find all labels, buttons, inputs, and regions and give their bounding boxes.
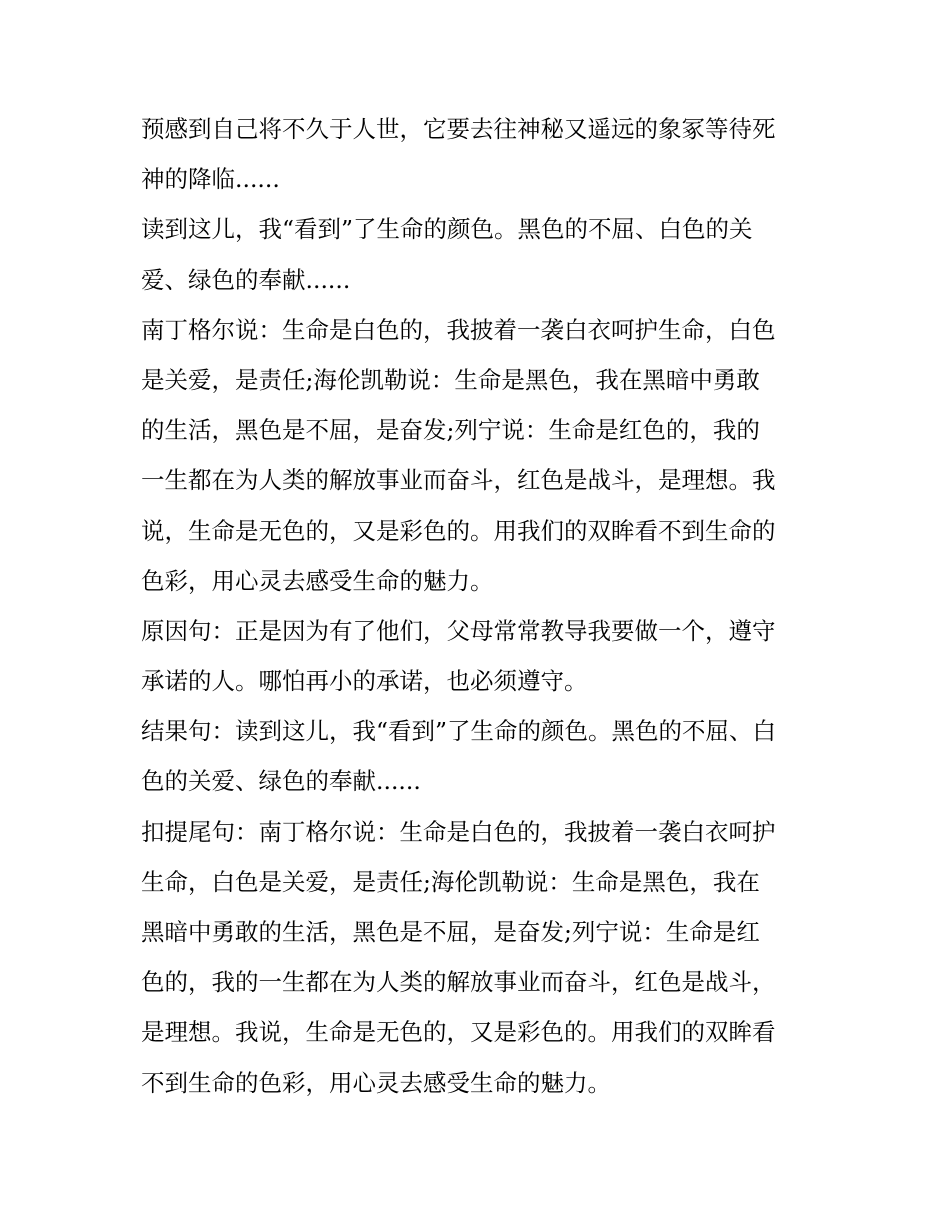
text-line: 原因句：正是因为有了他们，父母常常教导我要做一个，遵守 (141, 616, 776, 645)
text-line: 一生都在为人类的解放事业而奋斗，红色是战斗，是理想。我 (141, 466, 776, 495)
text-line: 是关爱，是责任;海伦凯勒说：生命是黑色，我在黑暗中勇敢 (141, 365, 760, 394)
text-line: 承诺的人。哪怕再小的承诺，也必须遵守。 (141, 667, 588, 696)
text-line: 神的降临...... (141, 165, 280, 194)
text-line: 的生活，黑色是不屈，是奋发;列宁说：生命是红色的，我的 (141, 416, 760, 445)
text-line: 预感到自己将不久于人世，它要去往神秘又遥远的象冢等待死 (141, 115, 776, 143)
text-line: 结果句：读到这儿，我“看到”了生命的颜色。黑色的不屈、白 (141, 717, 777, 746)
text-line: 说，生命是无色的，又是彩色的。用我们的双眸看不到生命的 (141, 516, 776, 545)
text-line: 不到生命的色彩，用心灵去感受生命的魅力。 (141, 1068, 611, 1097)
text-line: 南丁格尔说：生命是白色的，我披着一袭白衣呵护生命，白色 (141, 315, 776, 344)
text-line: 爱、绿色的奉献...... (141, 265, 351, 294)
text-line: 扣提尾句：南丁格尔说：生命是白色的，我披着一袭白衣呵护 (141, 817, 776, 846)
text-line: 黑暗中勇敢的生活，黑色是不屈，是奋发;列宁说：生命是红 (141, 918, 760, 946)
text-line: 读到这儿，我“看到”了生命的颜色。黑色的不屈、白色的关 (141, 215, 753, 244)
text-line: 是理想。我说，生命是无色的，又是彩色的。用我们的双眸看 (141, 1018, 776, 1047)
text-line: 色的，我的一生都在为人类的解放事业而奋斗，红色是战斗， (141, 968, 776, 997)
text-line: 生命，白色是关爱，是责任;海伦凯勒说：生命是黑色，我在 (141, 867, 760, 896)
body-text (141, 104, 821, 1108)
text-line: 色彩，用心灵去感受生命的魅力。 (141, 566, 494, 595)
text-line: 色的关爱、绿色的奉献...... (141, 767, 421, 796)
